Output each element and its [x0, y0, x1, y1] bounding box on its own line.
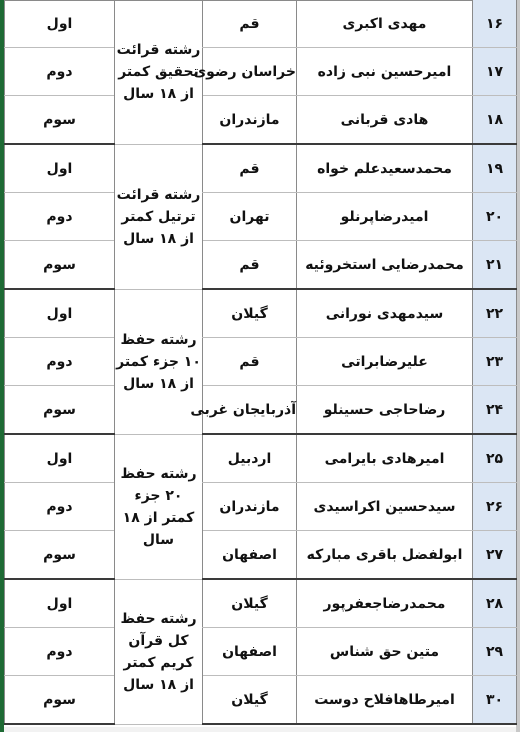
competition-field-line: تحقیق کمتر	[118, 63, 199, 80]
row-number: ۳۰	[473, 676, 517, 725]
competition-field-line: از ۱۸ سال	[123, 375, 194, 392]
rank: سوم	[5, 386, 115, 435]
table-row	[5, 628, 517, 676]
province: مازندران	[203, 483, 297, 531]
table-row	[5, 483, 517, 531]
participant-name: محمدسعیدعلم خواه	[297, 144, 473, 193]
table-row	[5, 48, 517, 96]
province: اردبیل	[203, 434, 297, 483]
province: تهران	[203, 193, 297, 241]
competition-field	[115, 0, 203, 144]
row-number: ۲۰	[473, 193, 517, 241]
row-number: ۲۲	[473, 289, 517, 338]
competition-field	[115, 289, 203, 434]
results-table	[4, 0, 517, 725]
table-row	[5, 0, 517, 48]
table-row	[5, 434, 517, 483]
table-row	[5, 144, 517, 193]
table-row	[5, 579, 517, 628]
province: قم	[203, 338, 297, 386]
province: قم	[203, 241, 297, 290]
competition-field-line: از ۱۸ سال	[123, 85, 194, 102]
participant-name: علیرضابراتی	[297, 338, 473, 386]
participant-name: ابولفضل باقری مبارکه	[297, 531, 473, 580]
rank: سوم	[5, 676, 115, 725]
bottom-strip	[4, 727, 516, 732]
row-number: ۱۹	[473, 144, 517, 193]
row-number: ۱۶	[473, 0, 517, 48]
province: آذربایجان غربی	[203, 386, 297, 435]
rank: سوم	[5, 241, 115, 290]
rank: اول	[5, 289, 115, 338]
competition-field-line: رشته حفظ	[120, 331, 197, 348]
row-number: ۲۶	[473, 483, 517, 531]
competition-field-line: ترتیل کمتر	[121, 208, 196, 225]
province: خراسان رضوی	[203, 48, 297, 96]
rank: اول	[5, 434, 115, 483]
participant-name: امیدرضاپرنلو	[297, 193, 473, 241]
participant-name: سیدحسین اکراسیدی	[297, 483, 473, 531]
table-row	[5, 338, 517, 386]
row-number: ۲۴	[473, 386, 517, 435]
row-number: ۲۷	[473, 531, 517, 580]
competition-field	[115, 144, 203, 289]
competition-field-line: رشته حفظ	[120, 465, 197, 482]
rank: دوم	[5, 48, 115, 96]
participant-name: هادی قربانی	[297, 96, 473, 145]
participant-name: مهدی اکبری	[297, 0, 473, 48]
rank: اول	[5, 0, 115, 48]
row-number: ۲۸	[473, 579, 517, 628]
table-row	[5, 676, 517, 725]
province: اصفهان	[203, 628, 297, 676]
province: اصفهان	[203, 531, 297, 580]
competition-field-line: کمتر از ۱۸	[122, 509, 195, 526]
table-row	[5, 386, 517, 435]
participant-name: امیرهادی بایرامی	[297, 434, 473, 483]
rank: دوم	[5, 628, 115, 676]
table-row	[5, 289, 517, 338]
participant-name: محمدرضاجعفرپور	[297, 579, 473, 628]
row-number: ۲۵	[473, 434, 517, 483]
competition-field-line: از ۱۸ سال	[123, 230, 194, 247]
competition-field-line: کل قرآن	[128, 632, 189, 649]
participant-name: متین حق شناس	[297, 628, 473, 676]
table-row	[5, 193, 517, 241]
table-row	[5, 531, 517, 580]
competition-field	[115, 434, 203, 579]
province: گیلان	[203, 676, 297, 725]
row-number: ۲۹	[473, 628, 517, 676]
rank: دوم	[5, 193, 115, 241]
competition-field-line: رشته قرائت	[116, 186, 201, 203]
province: مازندران	[203, 96, 297, 145]
province: گیلان	[203, 289, 297, 338]
competition-field-line: ۱۰ جزء کمتر	[116, 353, 201, 370]
competition-field-line: رشته حفظ	[120, 610, 197, 627]
rank: دوم	[5, 483, 115, 531]
competition-field	[115, 579, 203, 724]
participant-name: محمدرضایی استخروئیه	[297, 241, 473, 290]
row-number: ۱۷	[473, 48, 517, 96]
row-number: ۱۸	[473, 96, 517, 145]
table-row	[5, 241, 517, 290]
province: قم	[203, 0, 297, 48]
rank: اول	[5, 144, 115, 193]
competition-field-line: ۲۰ جزء	[134, 487, 183, 504]
table-row	[5, 96, 517, 145]
rank: سوم	[5, 96, 115, 145]
row-number: ۲۱	[473, 241, 517, 290]
participant-name: رضاحاجی حسینلو	[297, 386, 473, 435]
participant-name: امیرطاهافلاح دوست	[297, 676, 473, 725]
province: قم	[203, 144, 297, 193]
results-table-body	[5, 0, 517, 724]
competition-field-line: از ۱۸ سال	[123, 676, 194, 693]
rank: سوم	[5, 531, 115, 580]
competition-field-line: رشته قرائت	[116, 41, 201, 58]
rank: اول	[5, 579, 115, 628]
participant-name: امیرحسین نبی زاده	[297, 48, 473, 96]
participant-name: سیدمهدی نورانی	[297, 289, 473, 338]
competition-field-line: سال	[142, 531, 175, 548]
competition-field-line: کریم کمتر	[123, 654, 194, 671]
row-number: ۲۳	[473, 338, 517, 386]
rank: دوم	[5, 338, 115, 386]
province: گیلان	[203, 579, 297, 628]
